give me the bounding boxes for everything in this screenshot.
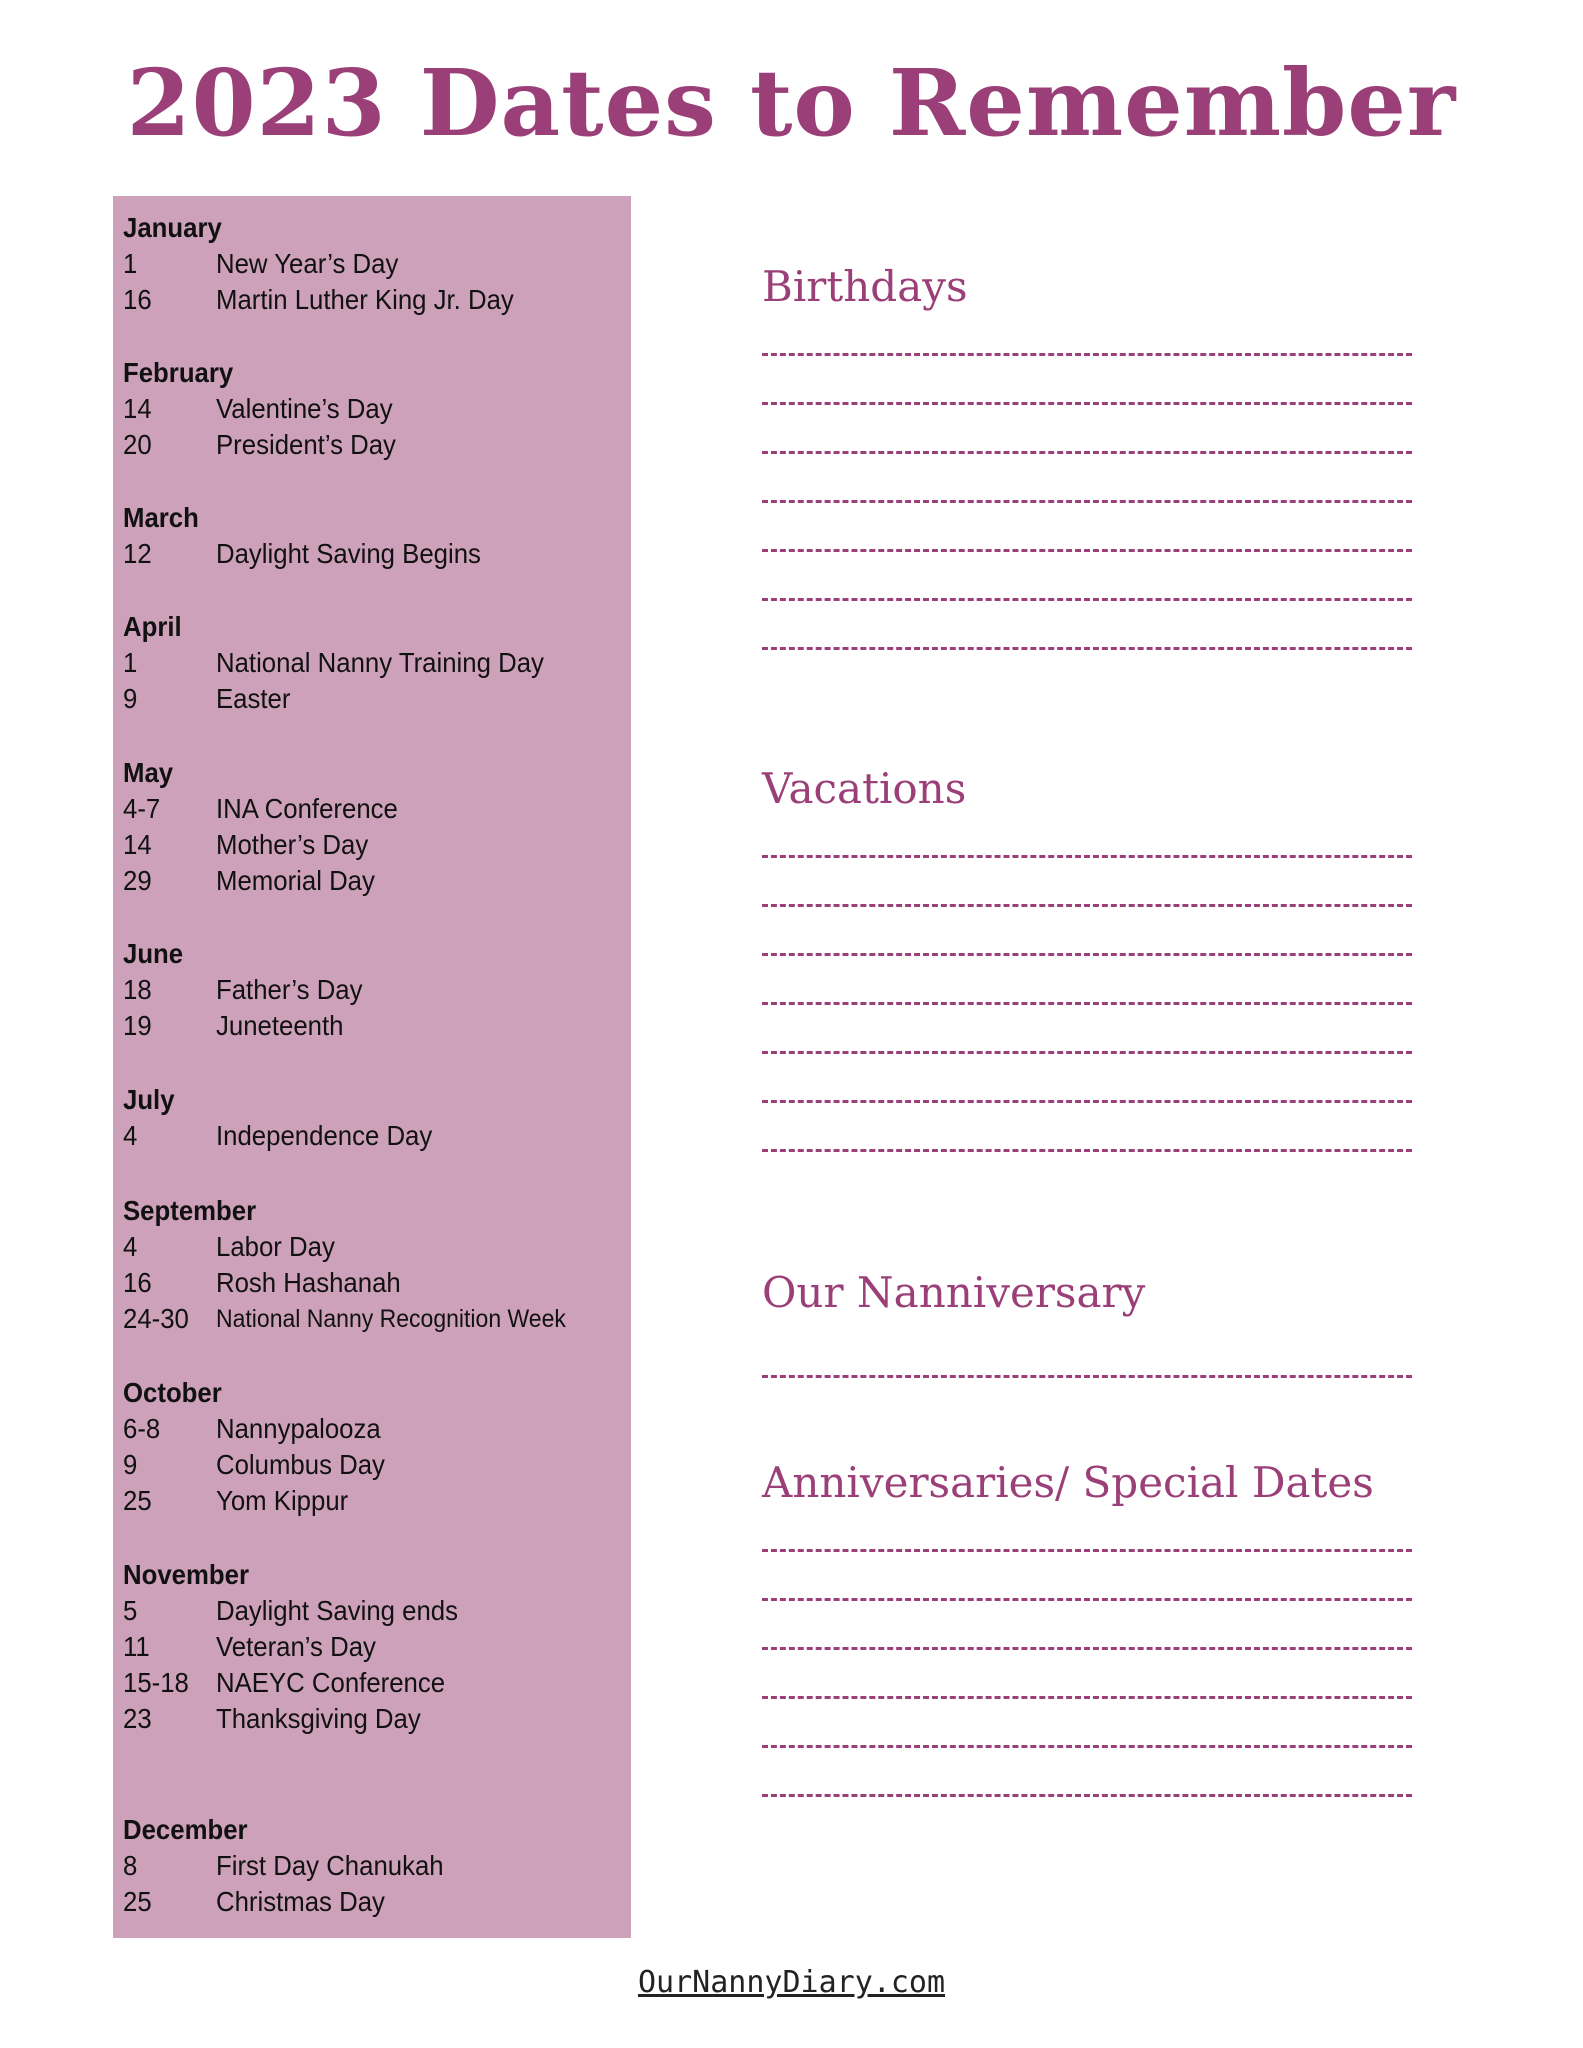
write-line[interactable] [762,1375,1412,1378]
month-name: March [123,502,199,533]
write-line[interactable] [762,500,1412,503]
write-line[interactable] [762,549,1412,552]
write-line[interactable] [762,1647,1412,1650]
write-line[interactable] [762,598,1412,601]
list-item: 16 Rosh Hashanah [123,1267,401,1298]
list-item: 4 Labor Day [123,1231,335,1262]
write-line[interactable] [762,1794,1412,1797]
list-item: 16 Martin Luther King Jr. Day [123,284,514,315]
month-june [123,936,623,1044]
list-item: 5 Daylight Saving ends [123,1595,459,1626]
write-line[interactable] [762,1745,1412,1748]
month-name: October [123,1377,222,1408]
write-line[interactable] [762,1051,1412,1054]
write-line[interactable] [762,353,1412,356]
month-april [123,609,623,717]
birthdays-lines[interactable] [762,353,1412,650]
month-name: September [123,1195,257,1226]
list-item: 6-8 Nannypalooza [123,1413,381,1444]
month-name: January [123,212,222,243]
month-name: June [123,938,184,969]
list-item: 23 Thanksgiving Day [123,1703,421,1734]
write-line[interactable] [762,855,1412,858]
list-item: 25 Christmas Day [123,1886,385,1917]
list-item: 18 Father’s Day [123,974,363,1005]
vacations-lines[interactable] [762,855,1412,1152]
month-november [123,1557,623,1737]
list-item: 25 Yom Kippur [123,1485,349,1516]
write-line[interactable] [762,953,1412,956]
write-line[interactable] [762,647,1412,650]
list-item: 9 Easter [123,683,291,714]
list-item: 15-18 NAEYC Conference [123,1667,446,1698]
write-line[interactable] [762,1598,1412,1601]
write-line[interactable] [762,451,1412,454]
list-item: 29 Memorial Day [123,865,375,896]
vacations-heading: Vacations [762,764,967,813]
holidays-panel [113,196,631,1938]
month-september [123,1193,623,1337]
list-item: 8 First Day Chanukah [123,1850,444,1881]
month-name: December [123,1814,248,1845]
month-february [123,355,623,463]
month-january [123,210,623,318]
list-item: 14 Valentine’s Day [123,393,393,424]
list-item: 24-30 National Nanny Recognition Week [123,1303,566,1334]
list-item: 14 Mother’s Day [123,829,369,860]
month-october [123,1375,623,1519]
list-item: 20 President’s Day [123,429,396,460]
list-item: 19 Juneteenth [123,1010,344,1041]
list-item: 1 New Year’s Day [123,248,399,279]
anniversaries-heading: Anniversaries/ Special Dates [762,1458,1374,1507]
nanniversary-lines[interactable] [762,1375,1412,1378]
month-name: July [123,1084,175,1115]
list-item: 9 Columbus Day [123,1449,385,1480]
list-item: 4 Independence Day [123,1120,433,1151]
nanniversary-heading: Our Nanniversary [762,1268,1146,1317]
write-line[interactable] [762,402,1412,405]
footer-website-link[interactable]: OurNannyDiary.com [637,1965,946,2000]
write-line[interactable] [762,1100,1412,1103]
anniversaries-lines[interactable] [762,1549,1412,1797]
month-march [123,500,623,572]
month-name: May [123,757,174,788]
birthdays-heading: Birthdays [762,262,968,311]
month-july [123,1082,623,1154]
list-item: 11 Veteran’s Day [123,1631,376,1662]
month-december [123,1812,623,1920]
write-line[interactable] [762,1002,1412,1005]
month-name: April [123,611,182,642]
write-line[interactable] [762,1696,1412,1699]
list-item: 12 Daylight Saving Begins [123,538,481,569]
month-name: February [123,357,234,388]
page-title: 2023 Dates to Remember [126,49,1457,157]
write-line[interactable] [762,1549,1412,1552]
list-item: 1 National Nanny Training Day [123,647,544,678]
write-line[interactable] [762,1149,1412,1152]
write-line[interactable] [762,904,1412,907]
month-may [123,755,623,899]
month-name: November [123,1559,249,1590]
list-item: 4-7 INA Conference [123,793,398,824]
